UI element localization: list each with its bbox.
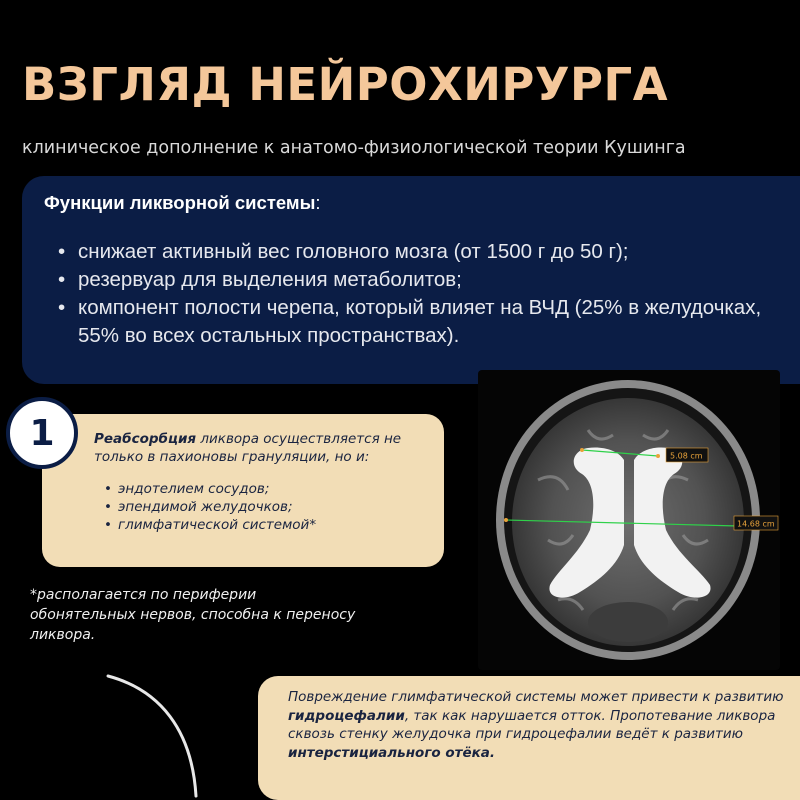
mri-brain-scan [478, 370, 780, 670]
reabsorption-list-item: • эндотелием сосудов; [104, 480, 434, 498]
damage-text-part: Повреждение глимфатической системы может привести к развитию [288, 689, 784, 705]
functions-heading-text: Функции ликворной системы [44, 192, 316, 213]
glymphatic-damage-card [258, 676, 800, 800]
functions-list-item: • резервуар для выделения метаболитов; [58, 266, 780, 294]
damage-text-bold: гидроцефалии [288, 707, 405, 724]
measurement-point [580, 448, 584, 452]
decorative-arc [100, 670, 210, 800]
functions-list-item: • компонент полости черепа, который влияет на ВЧД (25% в желудочках, 55% во всех остальных пространствах). [58, 294, 780, 350]
reabsorption-lead-text: ликвора осуществляется не только в пахионовы грануляции, но и: [94, 431, 402, 465]
functions-list [58, 238, 780, 350]
reabsorption-lead [94, 430, 434, 466]
occipital-region [588, 602, 668, 642]
decorative-arc-curve [108, 676, 196, 796]
reabsorption-list-item: • глимфатической системой* [104, 516, 434, 534]
reabsorption-card [42, 414, 444, 567]
measurement-label-skull: 14.68 cm [737, 519, 775, 529]
damage-text-bold: интерстициального отёка. [288, 744, 496, 761]
measurement-point [504, 518, 508, 522]
reabsorption-lead-bold: Реабсорбция [94, 431, 197, 447]
reabsorption-list [104, 480, 434, 534]
page-subtitle: клиническое дополнение к анатомо-физиологической теории Кушинга [22, 138, 686, 158]
damage-text-part: , так как нарушается отток. Пропотевание ликвора сквозь стенку желудочка при гидроцефалии ведёт к развитию [288, 707, 776, 742]
page-title: ВЗГЛЯД НЕЙРОХИРУРГА [22, 58, 669, 111]
functions-heading [44, 192, 780, 214]
reabsorption-list-item: • эпендимой желудочков; [104, 498, 434, 516]
functions-heading-colon: : [315, 192, 321, 213]
functions-list-item: • снижает активный вес головного мозга (от 1500 г до 50 г); [58, 238, 780, 266]
measurement-point [656, 454, 660, 458]
step-number-badge: 1 [6, 397, 78, 469]
csf-functions-panel [22, 176, 800, 384]
glymphatic-footnote: *располагается по периферии обонятельных нервов, способна к переносу ликвора. [30, 587, 356, 643]
damage-text [288, 688, 790, 762]
measurement-label-ventricles: 5.08 cm [670, 451, 703, 461]
mri-scan-drawing [478, 370, 780, 670]
